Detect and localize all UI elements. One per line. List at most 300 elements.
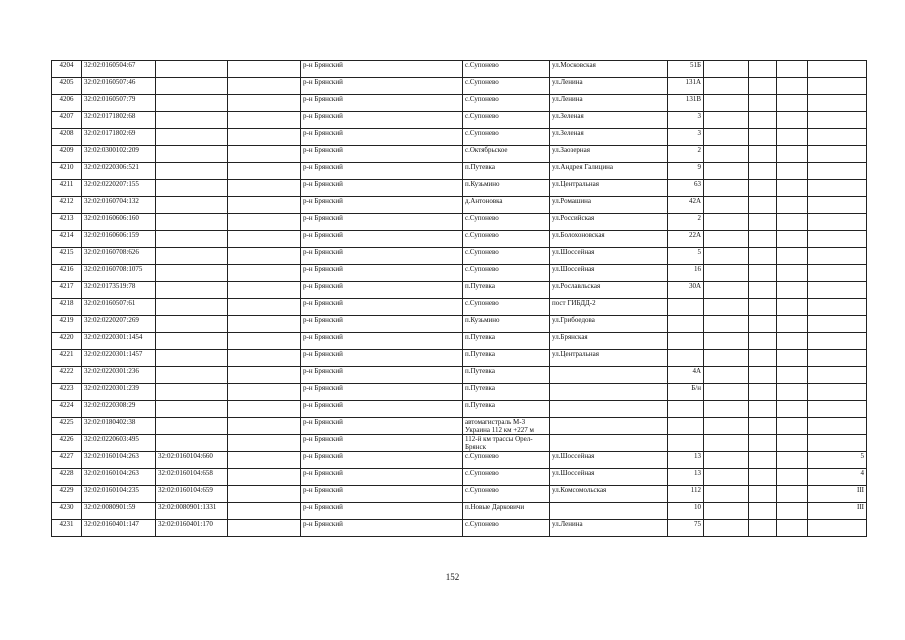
blank-cell [704, 180, 749, 197]
blank-cell [704, 333, 749, 350]
table-row [52, 180, 867, 197]
blank-cell [749, 129, 777, 146]
page-number: 152 [445, 572, 460, 582]
row-number: 4229 [52, 486, 82, 503]
blank-cell [704, 129, 749, 146]
district: р-н Брянский [301, 520, 463, 537]
house-number [668, 350, 704, 367]
blank-cell [749, 163, 777, 180]
district: р-н Брянский [301, 401, 463, 418]
street: ул.Шоссейная [550, 265, 668, 282]
table-row [52, 61, 867, 78]
blank-cell [777, 333, 808, 350]
extra-value [808, 61, 867, 78]
street: ул.Ромашина [550, 197, 668, 214]
blank-cell [777, 265, 808, 282]
row-number: 4219 [52, 316, 82, 333]
district: р-н Брянский [301, 78, 463, 95]
blank-cell [228, 350, 301, 367]
blank-cell [704, 486, 749, 503]
extra-value [808, 163, 867, 180]
extra-value: III [808, 503, 867, 520]
street: ул.Андрея Галицина [550, 163, 668, 180]
blank-cell [228, 265, 301, 282]
district: р-н Брянский [301, 316, 463, 333]
row-number: 4218 [52, 299, 82, 316]
district: р-н Брянский [301, 452, 463, 469]
row-number: 4207 [52, 112, 82, 129]
cadastral-number: 32:02:0160507:61 [82, 299, 156, 316]
house-number: 3 [668, 129, 704, 146]
table-row [52, 384, 867, 401]
extra-value [808, 401, 867, 418]
row-number: 4205 [52, 78, 82, 95]
table-row [52, 520, 867, 537]
extra-value [808, 333, 867, 350]
blank-cell [749, 333, 777, 350]
blank-cell [749, 265, 777, 282]
blank-cell [228, 435, 301, 452]
blank-cell [777, 163, 808, 180]
blank-cell [749, 299, 777, 316]
table-row [52, 95, 867, 112]
district: р-н Брянский [301, 503, 463, 520]
house-number: 22А [668, 231, 704, 248]
table-row [52, 112, 867, 129]
table-row [52, 214, 867, 231]
blank-cell [704, 78, 749, 95]
street: ул.Шоссейная [550, 452, 668, 469]
street: ул.Зеленая [550, 129, 668, 146]
linked-cadastral-number: 32:02:0160401:170 [156, 520, 228, 537]
blank-cell [777, 486, 808, 503]
locality: с.Супонево [463, 469, 550, 486]
table-row [52, 316, 867, 333]
table-row [52, 265, 867, 282]
locality: с.Супонево [463, 265, 550, 282]
cadastral-number: 32:02:0160606:160 [82, 214, 156, 231]
table-row [52, 333, 867, 350]
district: р-н Брянский [301, 435, 463, 452]
blank-cell [704, 299, 749, 316]
extra-value [808, 214, 867, 231]
locality: с.Супонево [463, 486, 550, 503]
blank-cell [704, 503, 749, 520]
blank-cell [777, 282, 808, 299]
street: ул.Шоссейная [550, 248, 668, 265]
linked-cadastral-number [156, 418, 228, 435]
row-number: 4210 [52, 163, 82, 180]
extra-value [808, 129, 867, 146]
blank-cell [749, 401, 777, 418]
row-number: 4223 [52, 384, 82, 401]
blank-cell [704, 452, 749, 469]
house-number: 16 [668, 265, 704, 282]
street: ул.Болохоновская [550, 231, 668, 248]
district: р-н Брянский [301, 112, 463, 129]
blank-cell [228, 418, 301, 435]
street: ул.Брянская [550, 333, 668, 350]
blank-cell [228, 333, 301, 350]
linked-cadastral-number [156, 163, 228, 180]
house-number: 131В [668, 95, 704, 112]
linked-cadastral-number [156, 197, 228, 214]
extra-value [808, 367, 867, 384]
blank-cell [749, 112, 777, 129]
cadastral-number: 32:02:0160104:263 [82, 469, 156, 486]
district: р-н Брянский [301, 265, 463, 282]
row-number: 4225 [52, 418, 82, 435]
district: р-н Брянский [301, 180, 463, 197]
cadastral-number: 32:02:0160606:159 [82, 231, 156, 248]
blank-cell [228, 112, 301, 129]
blank-cell [704, 384, 749, 401]
locality: с.Супонево [463, 452, 550, 469]
locality: п.Путевка [463, 163, 550, 180]
locality: с.Супонево [463, 112, 550, 129]
table-row [52, 435, 867, 452]
blank-cell [749, 486, 777, 503]
cadastral-number: 32:02:0160507:79 [82, 95, 156, 112]
row-number: 4227 [52, 452, 82, 469]
cadastral-number: 32:02:0220301:239 [82, 384, 156, 401]
street [550, 384, 668, 401]
extra-value [808, 384, 867, 401]
house-number [668, 401, 704, 418]
house-number: 112 [668, 486, 704, 503]
blank-cell [749, 503, 777, 520]
house-number: 2 [668, 214, 704, 231]
blank-cell [777, 231, 808, 248]
blank-cell [777, 418, 808, 435]
cadastral-number: 32:02:0220207:269 [82, 316, 156, 333]
district: р-н Брянский [301, 299, 463, 316]
blank-cell [228, 401, 301, 418]
extra-value [808, 435, 867, 452]
row-number: 4204 [52, 61, 82, 78]
house-number: 2 [668, 146, 704, 163]
blank-cell [777, 61, 808, 78]
blank-cell [749, 146, 777, 163]
linked-cadastral-number [156, 401, 228, 418]
cadastral-number: 32:02:0160104:263 [82, 452, 156, 469]
locality: п.Новые Дарковичи [463, 503, 550, 520]
table-row [52, 248, 867, 265]
district: р-н Брянский [301, 384, 463, 401]
linked-cadastral-number [156, 129, 228, 146]
cadastral-number: 32:02:0160708:626 [82, 248, 156, 265]
extra-value [808, 231, 867, 248]
blank-cell [777, 503, 808, 520]
district: р-н Брянский [301, 418, 463, 435]
blank-cell [704, 520, 749, 537]
blank-cell [704, 112, 749, 129]
linked-cadastral-number [156, 282, 228, 299]
extra-value [808, 520, 867, 537]
linked-cadastral-number: 32:02:0160104:659 [156, 486, 228, 503]
street: ул.Ленина [550, 95, 668, 112]
linked-cadastral-number [156, 214, 228, 231]
blank-cell [228, 469, 301, 486]
table-row [52, 231, 867, 248]
table-row [52, 78, 867, 95]
blank-cell [777, 78, 808, 95]
table-row [52, 367, 867, 384]
cadastral-number: 32:02:0220301:236 [82, 367, 156, 384]
blank-cell [749, 452, 777, 469]
house-number: 13 [668, 452, 704, 469]
row-number: 4226 [52, 435, 82, 452]
district: р-н Брянский [301, 282, 463, 299]
linked-cadastral-number [156, 435, 228, 452]
blank-cell [777, 129, 808, 146]
linked-cadastral-number [156, 146, 228, 163]
blank-cell [777, 112, 808, 129]
extra-value [808, 197, 867, 214]
table-body [52, 61, 867, 537]
blank-cell [749, 197, 777, 214]
row-number: 4221 [52, 350, 82, 367]
locality: с.Супонево [463, 61, 550, 78]
street [550, 435, 668, 452]
row-number: 4230 [52, 503, 82, 520]
blank-cell [228, 146, 301, 163]
street: ул.Ленина [550, 78, 668, 95]
district: р-н Брянский [301, 129, 463, 146]
blank-cell [777, 299, 808, 316]
house-number: 131А [668, 78, 704, 95]
locality: 112-й км трассы Орел-Брянск [463, 435, 550, 452]
linked-cadastral-number [156, 248, 228, 265]
house-number: 63 [668, 180, 704, 197]
blank-cell [704, 197, 749, 214]
blank-cell [749, 418, 777, 435]
extra-value [808, 248, 867, 265]
blank-cell [704, 350, 749, 367]
table-row [52, 299, 867, 316]
street: ул.Ленина [550, 520, 668, 537]
blank-cell [704, 316, 749, 333]
house-number [668, 316, 704, 333]
row-number: 4211 [52, 180, 82, 197]
house-number: 30А [668, 282, 704, 299]
linked-cadastral-number [156, 112, 228, 129]
blank-cell [228, 282, 301, 299]
street: ул.Рославльская [550, 282, 668, 299]
table-row [52, 350, 867, 367]
linked-cadastral-number [156, 78, 228, 95]
cadastral-number: 32:02:0173519:78 [82, 282, 156, 299]
district: р-н Брянский [301, 197, 463, 214]
blank-cell [228, 61, 301, 78]
blank-cell [228, 129, 301, 146]
blank-cell [704, 367, 749, 384]
blank-cell [749, 61, 777, 78]
extra-value [808, 180, 867, 197]
cadastral-number: 32:02:0160104:235 [82, 486, 156, 503]
table-row [52, 197, 867, 214]
extra-value [808, 350, 867, 367]
cadastral-number: 32:02:0160708:1075 [82, 265, 156, 282]
blank-cell [777, 95, 808, 112]
locality: с.Супонево [463, 95, 550, 112]
house-number [668, 333, 704, 350]
row-number: 4228 [52, 469, 82, 486]
blank-cell [777, 146, 808, 163]
blank-cell [704, 146, 749, 163]
blank-cell [749, 520, 777, 537]
blank-cell [704, 95, 749, 112]
house-number: 51Б [668, 61, 704, 78]
table-row [52, 469, 867, 486]
house-number: 5 [668, 248, 704, 265]
street: пост ГИБДД-2 [550, 299, 668, 316]
linked-cadastral-number [156, 265, 228, 282]
locality: п.Путевка [463, 401, 550, 418]
property-register-table [51, 60, 867, 537]
locality: с.Супонево [463, 129, 550, 146]
blank-cell [749, 384, 777, 401]
blank-cell [749, 367, 777, 384]
blank-cell [749, 435, 777, 452]
street: ул.Грибоедова [550, 316, 668, 333]
blank-cell [228, 78, 301, 95]
extra-value [808, 146, 867, 163]
table-row [52, 401, 867, 418]
blank-cell [228, 248, 301, 265]
table-row [52, 503, 867, 520]
blank-cell [777, 401, 808, 418]
blank-cell [704, 418, 749, 435]
row-number: 4206 [52, 95, 82, 112]
cadastral-number: 32:02:0220308:29 [82, 401, 156, 418]
row-number: 4217 [52, 282, 82, 299]
district: р-н Брянский [301, 231, 463, 248]
row-number: 4215 [52, 248, 82, 265]
blank-cell [228, 214, 301, 231]
street [550, 418, 668, 435]
street: ул.Московская [550, 61, 668, 78]
blank-cell [749, 282, 777, 299]
table-row [52, 452, 867, 469]
house-number: 13 [668, 469, 704, 486]
extra-value: 5 [808, 452, 867, 469]
row-number: 4213 [52, 214, 82, 231]
street: ул.Комсомольская [550, 486, 668, 503]
table-row [52, 282, 867, 299]
locality: п.Путевка [463, 282, 550, 299]
blank-cell [777, 316, 808, 333]
extra-value [808, 265, 867, 282]
linked-cadastral-number [156, 299, 228, 316]
cadastral-number: 32:02:0160401:147 [82, 520, 156, 537]
street: ул.Зеленая [550, 112, 668, 129]
cadastral-number: 32:02:0220207:155 [82, 180, 156, 197]
blank-cell [777, 435, 808, 452]
linked-cadastral-number [156, 367, 228, 384]
street: ул.Российская [550, 214, 668, 231]
extra-value [808, 78, 867, 95]
blank-cell [777, 214, 808, 231]
cadastral-number: 32:02:0220301:1457 [82, 350, 156, 367]
district: р-н Брянский [301, 146, 463, 163]
blank-cell [749, 316, 777, 333]
blank-cell [228, 316, 301, 333]
table-row [52, 146, 867, 163]
blank-cell [228, 231, 301, 248]
blank-cell [228, 299, 301, 316]
linked-cadastral-number: 32:02:0080901:1331 [156, 503, 228, 520]
district: р-н Брянский [301, 486, 463, 503]
locality: автомагистраль М-3 Украина 112 км +227 м [463, 418, 550, 435]
blank-cell [228, 367, 301, 384]
blank-cell [749, 231, 777, 248]
blank-cell [777, 180, 808, 197]
blank-cell [777, 350, 808, 367]
blank-cell [704, 265, 749, 282]
district: р-н Брянский [301, 367, 463, 384]
house-number: 9 [668, 163, 704, 180]
cadastral-number: 32:02:0080901:59 [82, 503, 156, 520]
street: ул.Заозерная [550, 146, 668, 163]
locality: с.Супонево [463, 248, 550, 265]
locality: с.Супонево [463, 78, 550, 95]
blank-cell [777, 452, 808, 469]
blank-cell [777, 520, 808, 537]
locality: с.Супонево [463, 214, 550, 231]
blank-cell [777, 384, 808, 401]
row-number: 4208 [52, 129, 82, 146]
house-number [668, 435, 704, 452]
blank-cell [704, 61, 749, 78]
locality: п.Кузьмино [463, 180, 550, 197]
table-row [52, 418, 867, 435]
cadastral-number: 32:02:0300102:209 [82, 146, 156, 163]
linked-cadastral-number [156, 180, 228, 197]
table-row [52, 163, 867, 180]
street [550, 367, 668, 384]
cadastral-number: 32:02:0220603:495 [82, 435, 156, 452]
extra-value [808, 282, 867, 299]
extra-value [808, 95, 867, 112]
linked-cadastral-number [156, 316, 228, 333]
locality: п.Путевка [463, 333, 550, 350]
cadastral-number: 32:02:0160504:67 [82, 61, 156, 78]
blank-cell [228, 452, 301, 469]
blank-cell [704, 231, 749, 248]
row-number: 4209 [52, 146, 82, 163]
district: р-н Брянский [301, 95, 463, 112]
locality: д.Антоновка [463, 197, 550, 214]
cadastral-number: 32:02:0160704:132 [82, 197, 156, 214]
house-number: 42А [668, 197, 704, 214]
district: р-н Брянский [301, 61, 463, 78]
extra-value [808, 418, 867, 435]
blank-cell [777, 469, 808, 486]
house-number: 4А [668, 367, 704, 384]
blank-cell [749, 469, 777, 486]
cadastral-number: 32:02:0171802:69 [82, 129, 156, 146]
locality: с.Супонево [463, 231, 550, 248]
linked-cadastral-number: 32:02:0160104:658 [156, 469, 228, 486]
row-number: 4222 [52, 367, 82, 384]
linked-cadastral-number [156, 384, 228, 401]
blank-cell [228, 180, 301, 197]
cadastral-number: 32:02:0171802:68 [82, 112, 156, 129]
blank-cell [228, 486, 301, 503]
street [550, 401, 668, 418]
district: р-н Брянский [301, 248, 463, 265]
